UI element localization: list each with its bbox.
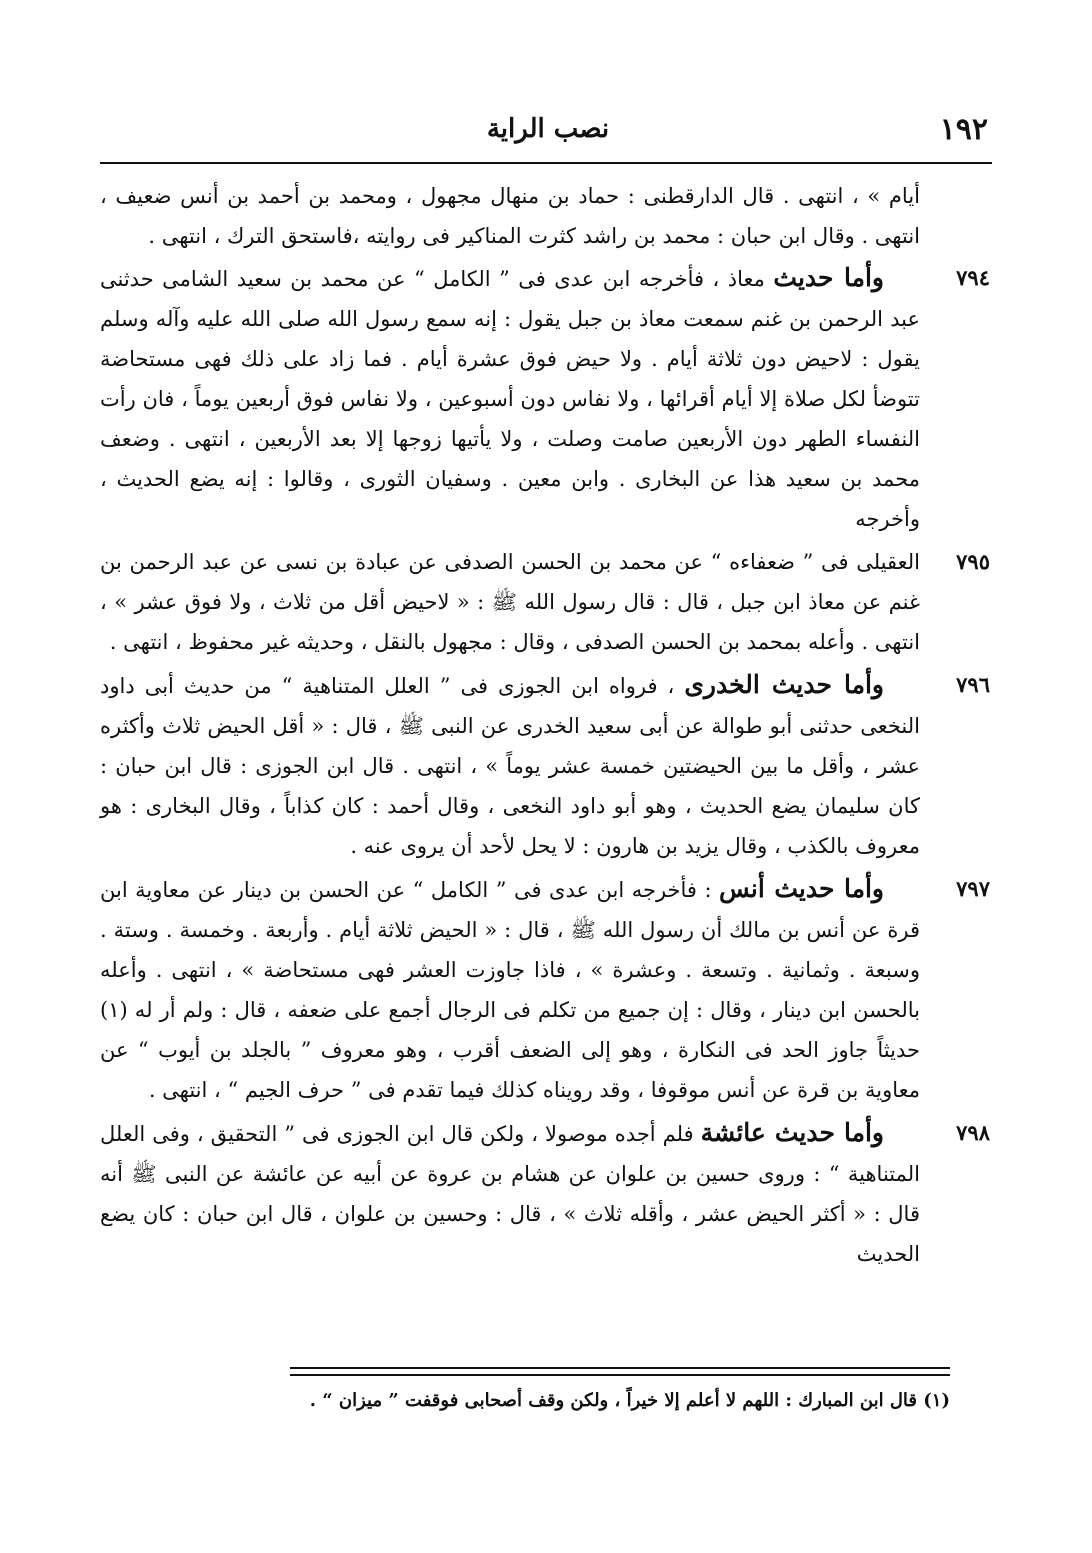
paragraph-lead: وأما حديث عائشة xyxy=(700,1118,884,1147)
paragraph-text: : فأخرجه ابن عدى فى ” الكامل “ عن الحسن بن دينار عن معاوية ابن قرة عن أنس بن مالك أن رسول الله ﷺ ، قال : « الحيض ثلاثة أيام . وأربعة . وخمسة . وستة . وسبعة . وثمانية . وتسعة . وعشرة » ، فاذا جاوزت العشر فهى مستحاضة » ، انتهى . وأعله بالحسن ابن دينار ، وقال : إن جميع من تكلم فى الرجال أجمع على ضعفه ، قال : ولم أر له (١) حديثاً جاوز الحد فى النكارة ، وهو إلى الضعف أقرب ، وهو معروف ” بالجلد بن أيوب “ عن معاوية بن قرة عن أنس موقوفا ، وقد رويناه كذلك فيما تقدم فى ” حرف الجيم “ ، انتهى . xyxy=(100,878,920,1102)
paragraph-lead: وأما حديث xyxy=(773,263,884,292)
page-header xyxy=(108,112,988,156)
paragraph-text: أيام » ، انتهى . قال الدارقطنى : حماد بن منهال مجهول ، ومحمد بن أحمد بن أنس ضعيف ، انتهى . وقال ابن حبان : محمد بن راشد كثرت المناكير فى روايته ،فاستحق الترك ، انتهى . xyxy=(100,184,920,248)
hadith-number: ٧٩٧ xyxy=(956,876,990,901)
header-rule xyxy=(100,162,992,164)
paragraph-text: العقيلى فى ” ضعفاءه “ عن محمد بن الحسن الصدفى عن عبادة بن نسى عن عبد الرحمن بن غنم عن معاذ ابن جبل ، قال : قال رسول الله ﷺ : « لاحيض أقل من ثلاث ، ولا فوق عشر » ، انتهى . وأعله بمحمد بن الحسن الصدفى ، وقال : مجهول بالنقل ، وحديثه غير محفوظ ، انتهى . xyxy=(100,550,920,654)
paragraph xyxy=(100,542,990,662)
paragraph xyxy=(100,176,920,256)
paragraph-lead: وأما حديث الخدرى xyxy=(684,670,884,699)
hadith-number: ٧٩٥ xyxy=(956,549,990,574)
paragraph-text: فلم أجده موصولا ، ولكن قال ابن الجوزى فى ” التحقيق ، وفى العلل المتناهية “ : وروى حسين بن علوان عن هشام بن عروة عن أبيه عن عائشة عن النبى ﷺ أنه قال : « أكثر الحيض عشر ، وأقله ثلاث » ، قال : وحسين بن علوان ، قال ابن حبان : كان يضع الحديث xyxy=(100,1122,920,1266)
body-text xyxy=(100,176,990,1277)
page-number: ١٩٢ xyxy=(939,112,988,147)
hadith-number: ٧٩٤ xyxy=(956,265,990,290)
paragraph-text: معاذ ، فأخرجه ابن عدى فى ” الكامل “ عن محمد بن سعيد الشامى حدثنى عبد الرحمن بن غنم سمعت معاذ بن جبل يقول : إنه سمع رسول الله صلى الله عليه وآله وسلم يقول : لاحيض دون ثلاثة أيام . ولا حيض فوق عشرة أيام . فما زاد على ذلك فهى مستحاضة تتوضأ لكل صلاة إلا أيام أقرائها ، ولا نفاس دون أسبوعين ، ولا نفاس فوق أربعين يوماً ، فان رأت النفساء الطهر دون الأربعين صامت وصلت ، ولا يأتيها زوجها إلا بعد الأربعين ، انتهى . وضعف محمد بن سعيد هذا عن البخارى . وابن معين . وسفيان الثورى ، وقالوا : إنه يضع الحديث ، وأخرجه xyxy=(100,267,920,531)
hadith-number: ٧٩٨ xyxy=(956,1120,990,1145)
paragraph-lead: وأما حديث أنس xyxy=(719,874,884,903)
footnote-rule xyxy=(290,1367,950,1369)
footnote: (١) قال ابن المبارك : اللهم لا أعلم إلا خيراً ، ولكن وقف أصحابى فوقفت ” ميزان “ . xyxy=(309,1390,950,1411)
running-title: نصب الراية xyxy=(486,114,610,144)
paragraph xyxy=(100,258,990,539)
paragraph xyxy=(100,665,990,866)
hadith-number: ٧٩٦ xyxy=(956,672,990,697)
footnote-rule xyxy=(290,1374,950,1376)
paragraph xyxy=(100,869,990,1110)
paragraph xyxy=(100,1113,990,1274)
paragraph-text: ، فرواه ابن الجوزى فى ” العلل المتناهية “ من حديث أبى داود النخعى حدثنى أبو طوالة عن أبى سعيد الخدرى عن النبى ﷺ ، قال : « أقل الحيض ثلاث وأكثره عشر ، وأقل ما بين الحيضتين خمسة عشر يوماً » ، انتهى . قال ابن الجوزى : قال ابن حبان : كان سليمان يضع الحديث ، وهو أبو داود النخعى ، وقال أحمد : كان كذاباً ، وقال البخارى : هو معروف بالكذب ، وقال يزيد بن هارون : لا يحل لأحد أن يروى عنه . xyxy=(100,674,920,858)
